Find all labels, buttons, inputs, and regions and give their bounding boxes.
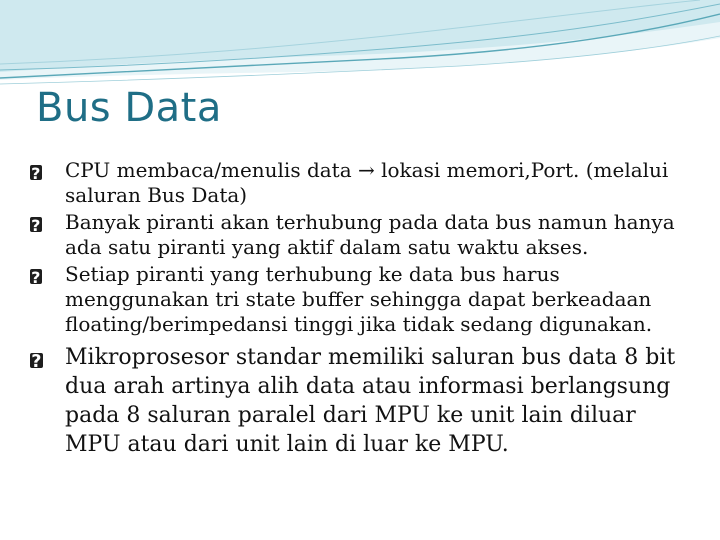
bullet-marker-icon: ? [31, 268, 41, 288]
bullet-marker-icon: ? [31, 164, 41, 184]
bullet-marker-icon: ? [31, 351, 42, 372]
bullet-item [30, 158, 695, 208]
bullet-text: Banyak piranti akan terhubung pada data bus namun hanya ada satu piranti yang aktif dalam satu waktu akses. [65, 210, 675, 259]
bullet-text: CPU membaca/menulis data → lokasi memori,Port. (melalui saluran Bus Data) [65, 158, 669, 207]
bullet-list [30, 158, 695, 459]
bullet-item [30, 210, 695, 260]
bullet-text: Setiap piranti yang terhubung ke data bus harus menggunakan tri state buffer sehingga dapat berkeadaan floating/berimpedansi tinggi jika tidak sedang digunakan. [65, 262, 653, 336]
slide-title: Bus Data [36, 85, 222, 131]
header-wave-decoration [0, 0, 720, 90]
bullet-text: Mikroprosesor standar memiliki saluran bus data 8 bit dua arah artinya alih data atau informasi berlangsung pada 8 saluran paralel dari MPU ke unit lain diluar MPU atau dari unit lain di luar ke MPU. [65, 345, 676, 457]
bullet-marker-icon: ? [31, 216, 41, 236]
bullet-item [30, 262, 695, 337]
bullet-item [30, 343, 695, 459]
